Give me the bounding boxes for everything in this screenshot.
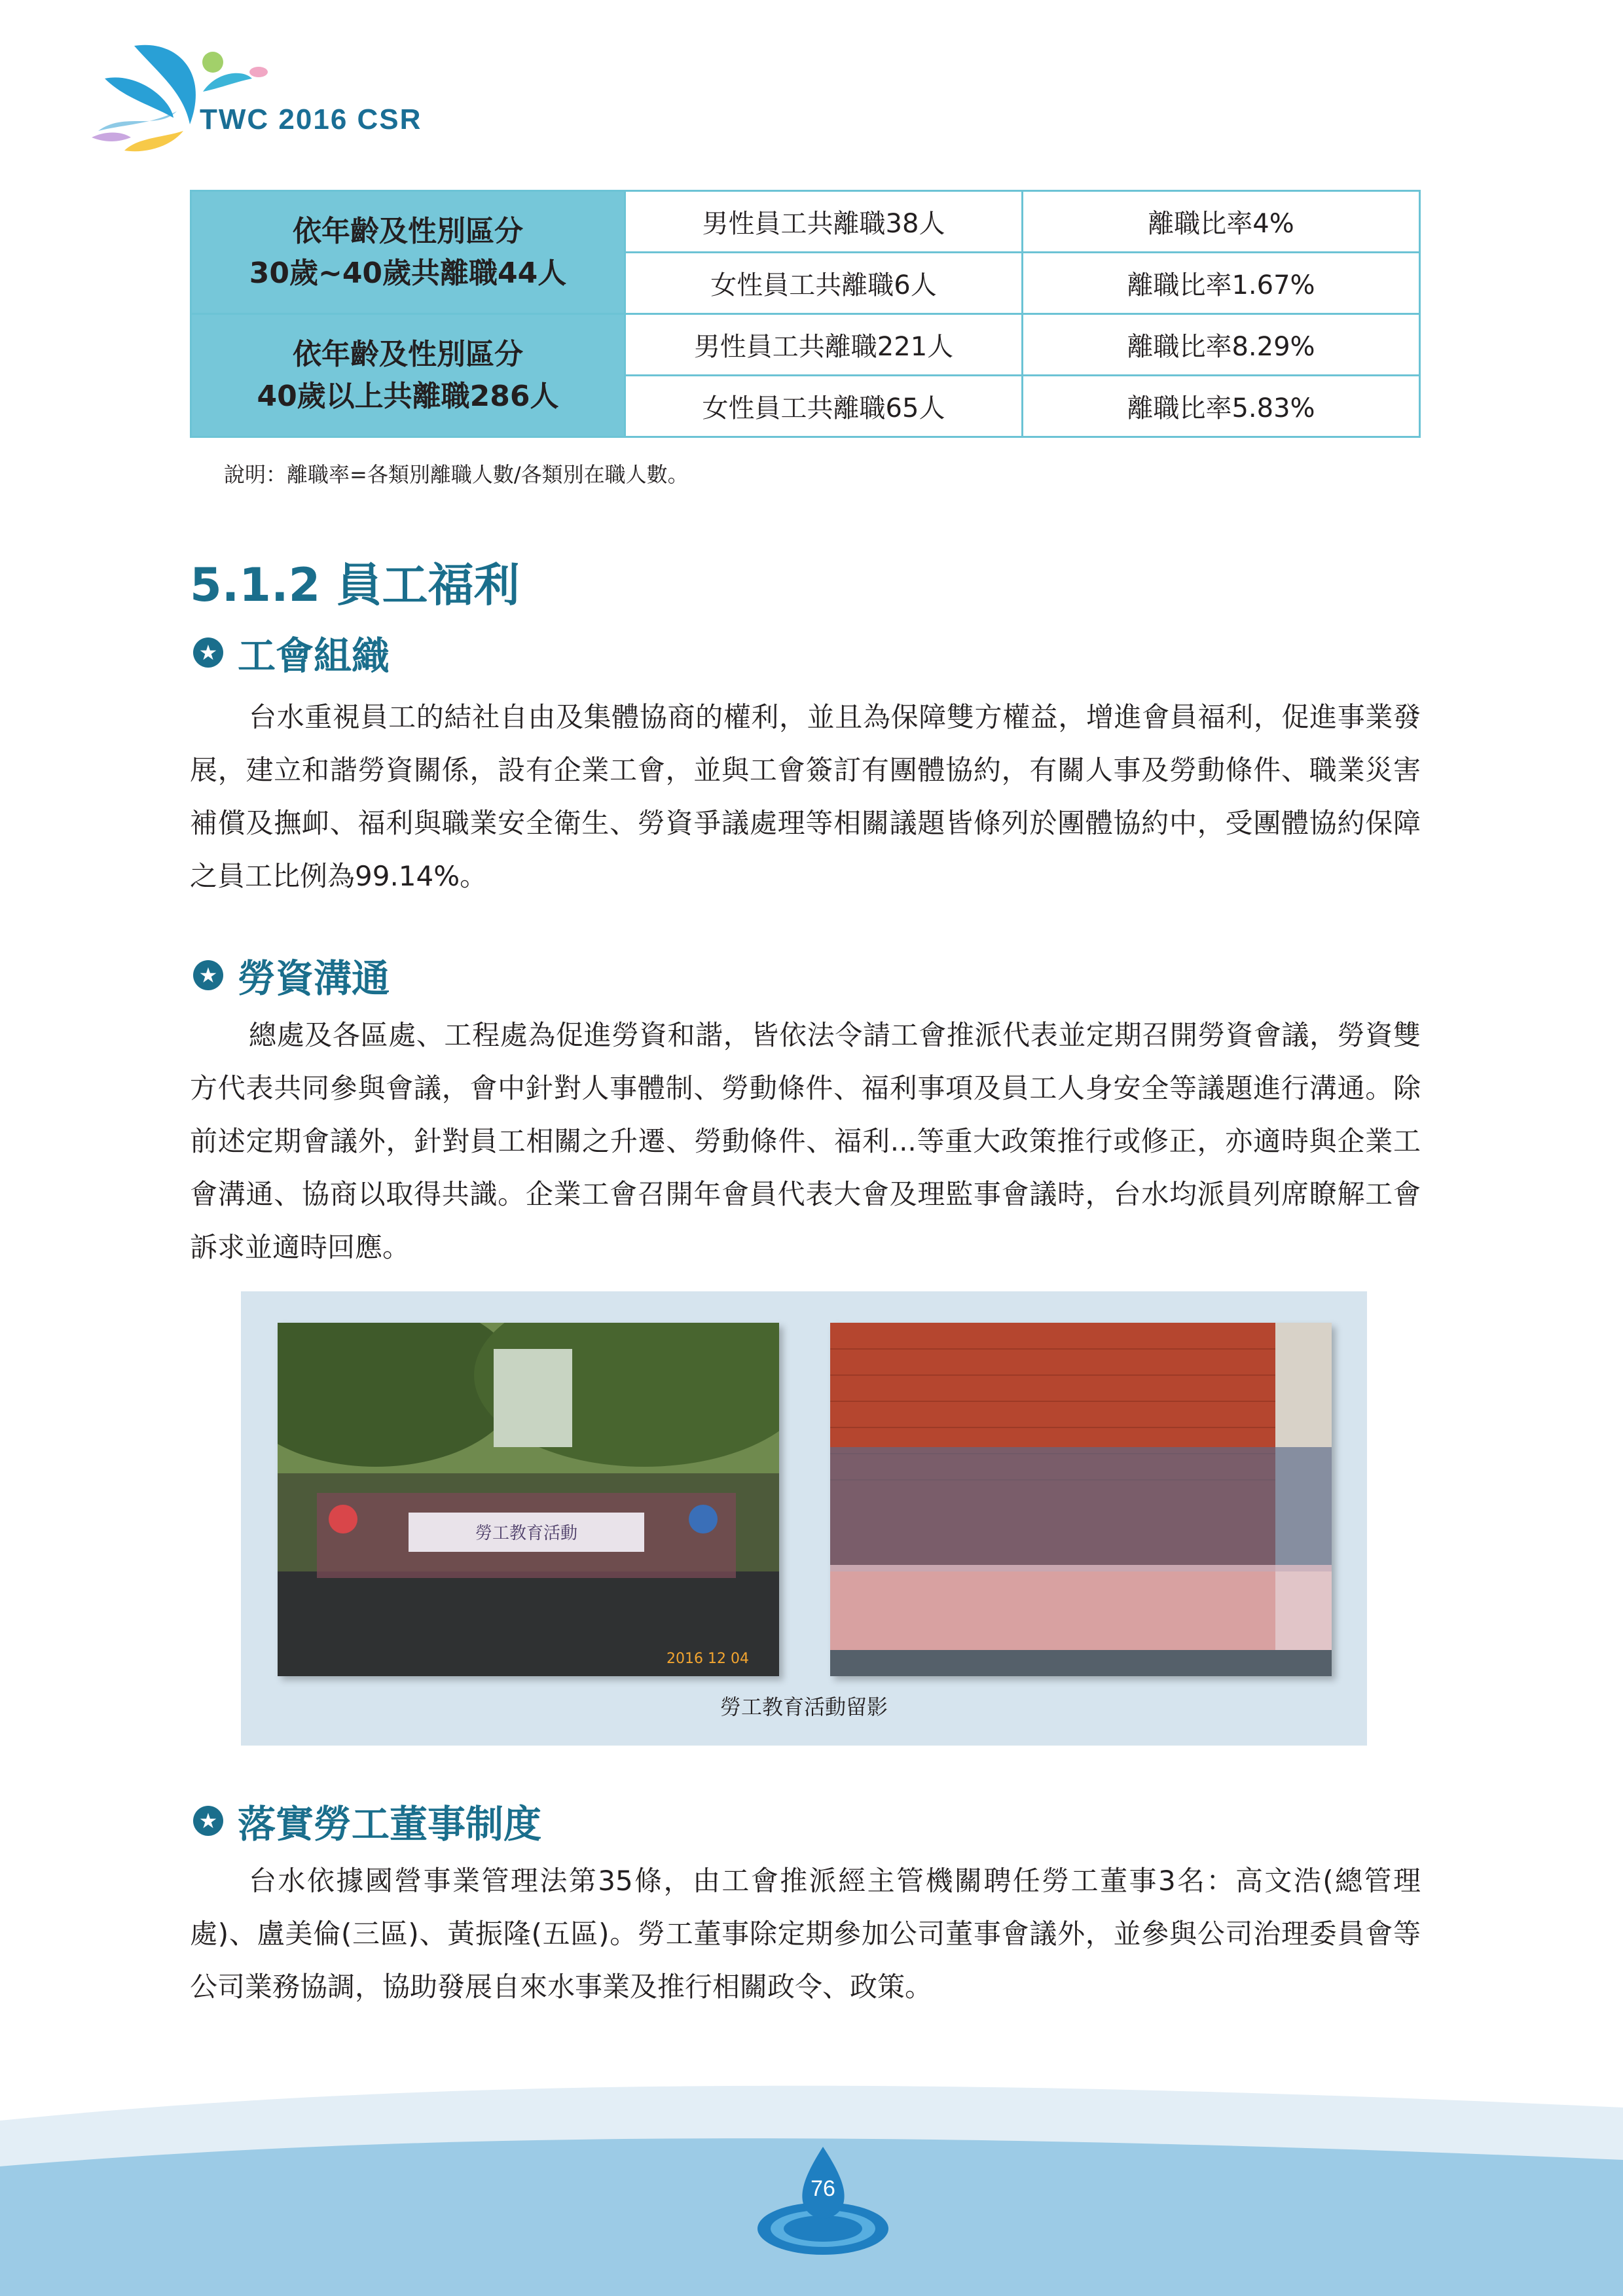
table-row <box>191 191 1420 253</box>
group-label-line1: 依年齡及性別區分 <box>293 337 523 371</box>
subsection-heading <box>193 625 390 680</box>
photo-panel <box>241 1291 1367 1746</box>
table-row <box>191 314 1420 376</box>
turnover-count-cell: 男性員工共離職221人 <box>625 314 1023 376</box>
photo-caption: 勞工教育活動留影 <box>720 1695 888 1719</box>
report-brand-title: TWC 2016 CSR <box>200 103 422 135</box>
group-label-cell <box>191 191 625 314</box>
photo-date-stamp: 2016 12 04 <box>666 1651 749 1667</box>
table-note: 說明：離職率=各類別離職人數/各類別在職人數。 <box>224 462 689 487</box>
subsection-heading <box>193 1793 541 1848</box>
turnover-table <box>190 190 1421 438</box>
body-paragraph: 台水重視員工的結社自由及集體協商的權利，並且為保障雙方權益，增進會員福利，促進事業發展，建立和諧勞資關係，設有企業工會，並與工會簽訂有團體協約，有關人事及勞動條件、職業災害補償及撫卹、福利與職業安全衛生、勞資爭議處理等相關議題皆條列於團體協約中，受團體協約保障之員工比例為99.14%。 <box>190 701 1421 892</box>
body-paragraph: 總處及各區處、工程處為促進勞資和諧，皆依法令請工會推派代表並定期召開勞資會議，勞資雙方代表共同參與會議，會中針對人事體制、勞動條件、福利事項及員工人身安全等議題進行溝通。除前述定期會議外，針對員工相關之升遷、勞動條件、福利...等重大政策推行或修正，亦適時與企業工會溝通、協商以取得共識。企業工會召開年會員代表大會及理監事會議時，台水均派員列席瞭解工會訴求並適時回應。 <box>190 1019 1421 1263</box>
turnover-count-cell: 男性員工共離職38人 <box>625 191 1023 253</box>
activity-photo-brick-wall <box>830 1323 1332 1676</box>
body-paragraph: 台水依據國營事業管理法第35條，由工會推派經主管機關聘任勞工董事3名：高文浩(總管理處)、盧美倫(三區)、黃振隆(五區)。勞工董事除定期參加公司董事會議外，並參與公司治理委員會等公司業務協調，協助發展自來水事業及推行相關政令、政策。 <box>190 1865 1421 2003</box>
turnover-count-cell: 女性員工共離職65人 <box>625 376 1023 437</box>
group-label-cell <box>191 314 625 437</box>
star-icon: ★ <box>193 1806 223 1836</box>
group-label-line1: 依年齡及性別區分 <box>293 214 523 248</box>
subsection-title: 落實勞工董事制度 <box>238 1802 542 1846</box>
group-label-line2: 40歲以上共離職286人 <box>257 379 559 413</box>
turnover-count-cell: 女性員工共離職6人 <box>625 253 1023 314</box>
star-icon: ★ <box>193 960 223 990</box>
star-icon: ★ <box>193 637 223 668</box>
twc-splash-logo <box>85 33 282 170</box>
turnover-rate-cell: 離職比率4% <box>1023 191 1420 253</box>
turnover-rate-cell: 離職比率8.29% <box>1023 314 1420 376</box>
activity-photo-outdoor <box>278 1323 779 1676</box>
turnover-rate-cell: 離職比率1.67% <box>1023 253 1420 314</box>
subsection-title: 勞資溝通 <box>238 956 390 1001</box>
section-title: 5.1.2 員工福利 <box>190 558 520 612</box>
subsection-heading <box>193 948 390 1003</box>
turnover-rate-cell: 離職比率5.83% <box>1023 376 1420 437</box>
subsection-title: 工會組織 <box>238 634 390 678</box>
group-label-line2: 30歲~40歲共離職44人 <box>249 256 567 290</box>
page-number: 76 <box>811 2176 835 2201</box>
banner-text: 勞工教育活動 <box>475 1524 578 1543</box>
